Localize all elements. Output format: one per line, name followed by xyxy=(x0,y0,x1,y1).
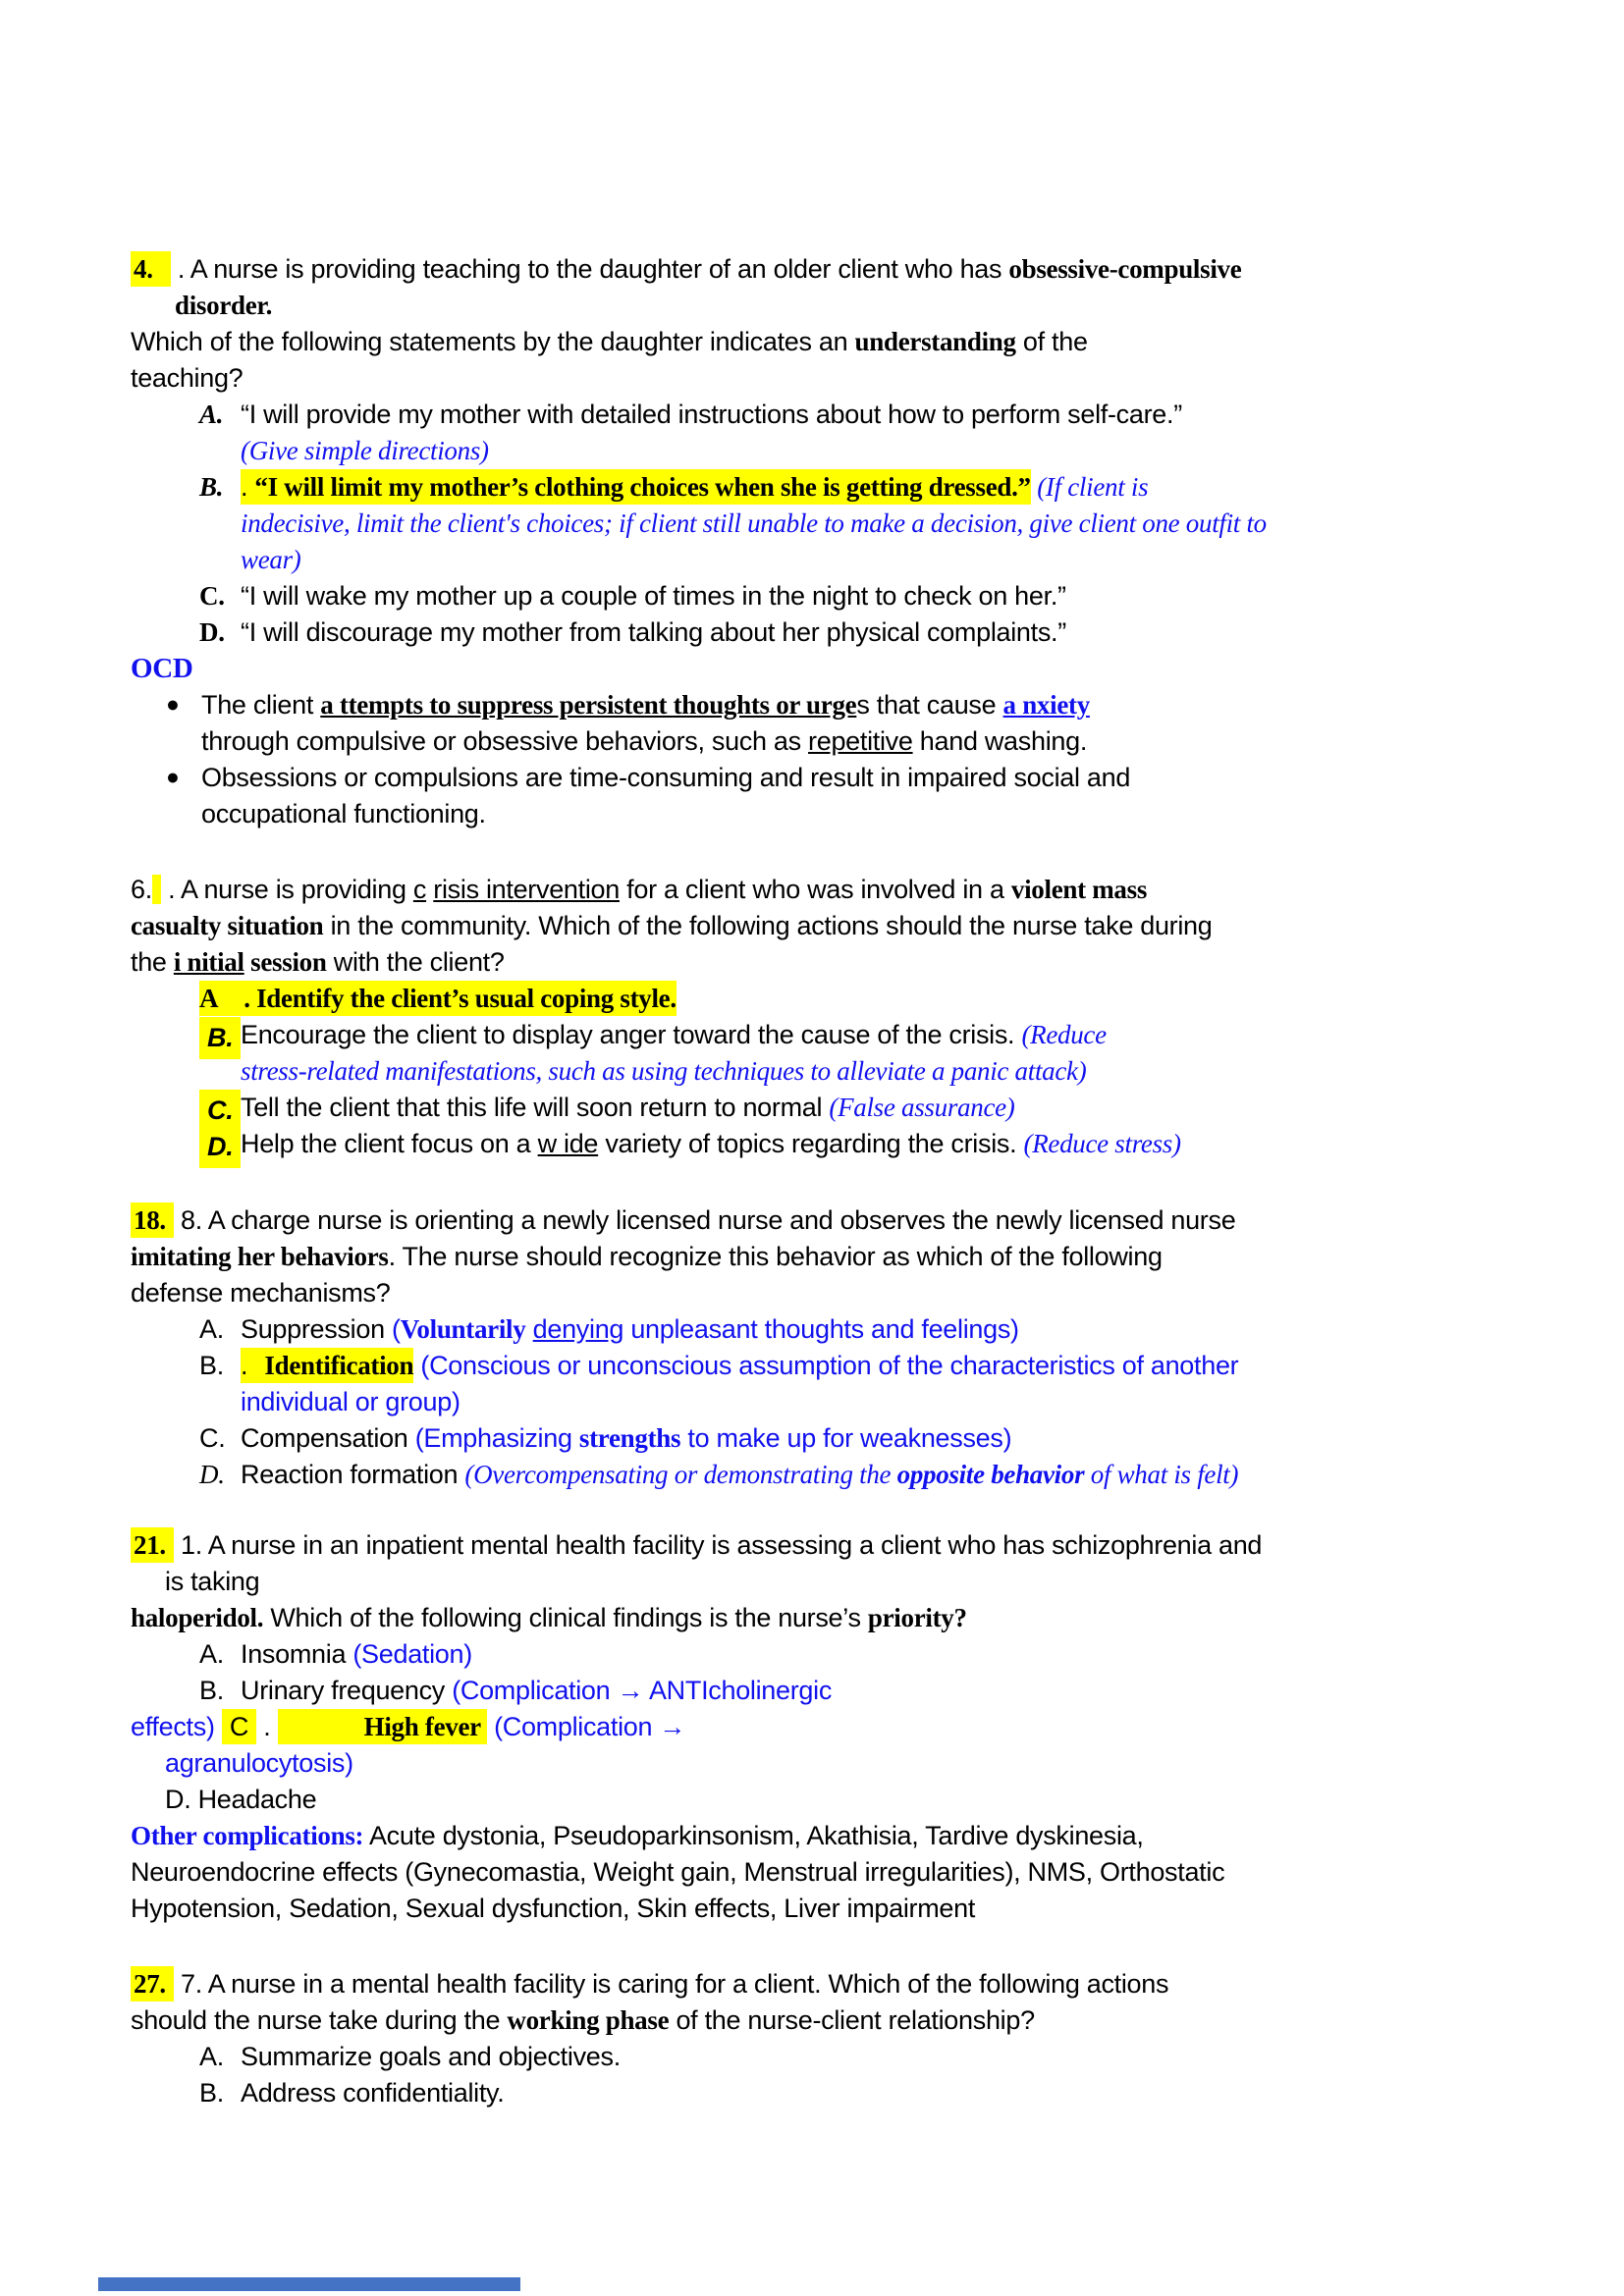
annotation-note: individual or group) xyxy=(241,1387,460,1416)
q6-stem-underline: c xyxy=(412,875,427,904)
q18-stem-text: defense mechanisms? xyxy=(131,1278,391,1308)
ocd-bullet-1-cont xyxy=(131,723,1505,760)
q4-option-b-note xyxy=(131,542,1505,578)
option-letter: D. xyxy=(199,617,225,647)
option-text: Compensation xyxy=(241,1423,415,1453)
annotation-note: wear) xyxy=(241,545,301,574)
annotation-bold: strengths xyxy=(578,1423,681,1453)
q21-option-c xyxy=(131,1709,1505,1745)
option-text: Summarize goals and objectives. xyxy=(241,2042,621,2071)
q6-option-b xyxy=(131,1017,1505,1053)
ocd-bullet-2-cont xyxy=(131,796,1505,832)
q6-option-d xyxy=(131,1126,1505,1162)
q6-stem-bold: casualty situation xyxy=(131,911,324,940)
option-text: . Identify the client’s usual coping style. xyxy=(244,984,677,1013)
q6-stem-bold: violent mass xyxy=(1010,875,1148,904)
q18-option-b-note xyxy=(131,1384,1505,1420)
bullet-text: s that cause xyxy=(856,690,1003,720)
q27-stem-text: 7. A nurse in a mental health facility is caring for a client. Which of the following actions xyxy=(173,1969,1169,1999)
q18-option-a xyxy=(131,1311,1505,1348)
q18-stem-line-2 xyxy=(131,1239,1505,1275)
annotation-note: (Reduce stress) xyxy=(1023,1129,1181,1158)
q6-stem-line-2 xyxy=(131,908,1505,944)
option-letter: C. xyxy=(199,581,225,611)
q18-stem-text: . The nurse should recognize this behavior as which of the following xyxy=(388,1242,1163,1271)
q21-other-complications-line-1 xyxy=(131,1818,1505,1854)
option-letter: C. xyxy=(199,1090,241,1132)
q27-stem-text: should the nurse take during the xyxy=(131,2005,508,2035)
option-letter: B. xyxy=(199,1351,224,1380)
annotation-text xyxy=(525,1314,532,1344)
option-text: D. Headache xyxy=(165,1785,317,1814)
annotation-note: agranulocytosis) xyxy=(165,1748,353,1778)
q21-stem-line-1 xyxy=(131,1527,1505,1564)
spacer-text xyxy=(215,1712,222,1741)
q4-option-b xyxy=(131,469,1505,506)
annotation-text: (Overcompensating or demonstrating the xyxy=(464,1460,897,1489)
bullet-text: Obsessions or compulsions are time-consuming and result in impaired social and xyxy=(201,763,1131,792)
q27-option-b xyxy=(131,2075,1505,2111)
option-text: variety of topics regarding the crisis. xyxy=(598,1129,1024,1158)
q4-stem-text: . A nurse is providing teaching to the daughter of an older client who has xyxy=(170,254,1009,284)
option-letter: B. xyxy=(199,1017,241,1059)
question-4 xyxy=(131,251,1505,651)
q21-option-d xyxy=(131,1782,1505,1818)
q27-stem-line-1 xyxy=(131,1966,1505,2002)
q4-stem-line-3 xyxy=(131,324,1505,360)
q4-option-c xyxy=(131,578,1505,614)
q4-option-a xyxy=(131,397,1505,433)
bullet-text: through compulsive or obsessive behaviors, such as xyxy=(201,726,809,756)
q18-option-b xyxy=(131,1348,1505,1384)
option-text: Urinary frequency xyxy=(241,1676,453,1705)
q4-stem-line-2 xyxy=(131,288,1505,324)
bullet-icon: ● xyxy=(166,691,180,717)
annotation-note xyxy=(464,1460,1238,1489)
option-letter: A. xyxy=(199,1314,224,1344)
q4-number-highlight: 4. xyxy=(131,251,171,287)
q6-option-a xyxy=(131,981,1505,1017)
answer-highlight xyxy=(199,981,677,1016)
document-content xyxy=(131,251,1505,2111)
annotation-underline: denying xyxy=(532,1314,624,1344)
other-complications-text: Hypotension, Sedation, Sexual dysfunction, Skin effects, Liver impairment xyxy=(131,1894,976,1923)
q6-number: 6. xyxy=(131,875,152,904)
q21-stem-line-3 xyxy=(131,1600,1505,1636)
annotation-note: effects) xyxy=(131,1712,215,1741)
q21-other-complications-line-2 xyxy=(131,1854,1505,1891)
answer-highlight xyxy=(241,469,1031,505)
option-letter: B. xyxy=(199,1676,224,1705)
q6-stem-text: in the community. Which of the following actions should the nurse take during xyxy=(323,911,1213,940)
annotation-note: (Complication → ANTIcholinergic xyxy=(452,1676,833,1705)
q6-stem-text: the xyxy=(131,947,174,977)
option-letter: B. xyxy=(199,472,224,502)
q21-option-c-note xyxy=(131,1745,1505,1782)
option-text: Tell the client that this life will soon return to normal xyxy=(241,1093,830,1122)
q6-stem-underline: risis intervention xyxy=(433,875,620,904)
q4-option-a-note xyxy=(131,433,1505,469)
q18-stem-bold: imitating her behaviors xyxy=(131,1242,389,1271)
q21-number-highlight: 21. xyxy=(131,1527,174,1563)
ocd-bullet-1 xyxy=(131,687,1505,723)
ocd-heading-line xyxy=(131,651,1505,687)
question-27 xyxy=(131,1966,1505,2111)
q6-option-b-note xyxy=(131,1053,1505,1090)
question-18 xyxy=(131,1202,1505,1493)
bullet-text-underline: repetitive xyxy=(808,726,913,756)
q21-option-a xyxy=(131,1636,1505,1673)
option-text: “I will provide my mother with detailed instructions about how to perform self-care.” xyxy=(241,400,1182,429)
option-letter: A. xyxy=(199,400,224,429)
q4-stem-text: teaching? xyxy=(131,363,244,393)
question-21 xyxy=(131,1527,1505,1927)
other-complications-text: Acute dystonia, Pseudoparkinsonism, Akathisia, Tardive dyskinesia, xyxy=(363,1821,1144,1850)
q4-option-d xyxy=(131,614,1505,651)
annotation-note: (Conscious or unconscious assumption of the characteristics of another xyxy=(413,1351,1239,1380)
other-complications-text: Neuroendocrine effects (Gynecomastia, Weight gain, Menstrual irregularities), NMS, Orthostatic xyxy=(131,1857,1225,1887)
annotation-note: (Sedation) xyxy=(352,1639,472,1669)
q21-option-b xyxy=(131,1673,1505,1709)
annotation-note: (Reduce xyxy=(1021,1020,1107,1049)
option-text: . xyxy=(241,1351,255,1380)
option-text: Encourage the client to display anger toward the cause of the crisis. xyxy=(241,1020,1022,1049)
option-text: Suppression xyxy=(241,1314,392,1344)
annotation-bold: opposite behavior xyxy=(896,1460,1085,1489)
q6-stem-text: . A nurse is providing xyxy=(160,875,413,904)
other-complications-label: Other complications: xyxy=(131,1821,364,1850)
annotation-bold: Voluntarily xyxy=(400,1314,526,1344)
option-letter: A. xyxy=(199,1639,224,1669)
option-text-underline: w ide xyxy=(537,1129,599,1158)
q27-stem-text: of the nurse-client relationship? xyxy=(669,2005,1035,2035)
q4-stem-bold: understanding xyxy=(854,327,1016,356)
option-text: Reaction formation xyxy=(241,1460,465,1489)
annotation-text: ( xyxy=(392,1314,401,1344)
answer-highlight: C xyxy=(222,1709,256,1744)
q18-option-c xyxy=(131,1420,1505,1457)
answer-highlight: High fever xyxy=(278,1709,487,1744)
option-letter: A. xyxy=(199,2042,224,2071)
q6-stem-text: for a client who was involved in a xyxy=(619,875,1011,904)
ocd-notes xyxy=(131,651,1505,832)
annotation-note: indecisive, limit the client's choices; if client still unable to make a decision, give client one outfit to xyxy=(241,508,1267,538)
bullet-text-bold-underline: a ttempts to suppress persistent thoughts or urge xyxy=(320,690,857,720)
annotation-note: (Give simple directions) xyxy=(241,436,489,465)
option-text: Identification xyxy=(264,1351,414,1380)
option-text: . xyxy=(256,1712,278,1741)
option-text: “I will discourage my mother from talking about her physical complaints.” xyxy=(241,617,1066,647)
q21-stem-line-2 xyxy=(131,1564,1505,1600)
annotation-note xyxy=(415,1423,1012,1453)
annotation-note xyxy=(392,1314,1019,1344)
q4-stem-bold: disorder. xyxy=(175,291,273,320)
option-text: Help the client focus on a xyxy=(241,1129,538,1158)
q6-stem-text: with the client? xyxy=(326,947,505,977)
option-letter: B. xyxy=(199,2078,224,2108)
annotation-text: to make up for weaknesses) xyxy=(680,1423,1012,1453)
q18-stem-line-1 xyxy=(131,1202,1505,1239)
q4-stem-text: of the xyxy=(1015,327,1088,356)
annotation-note: stress-related manifestations, such as using techniques to alleviate a panic attack) xyxy=(241,1056,1087,1086)
annotation-text: (Emphasizing xyxy=(414,1423,579,1453)
q6-stem-line-1 xyxy=(131,872,1505,908)
option-text: “I will limit my mother’s clothing choices when she is getting dressed.” xyxy=(254,472,1031,502)
bullet-text: hand washing. xyxy=(912,726,1088,756)
annotation-note: (If client is xyxy=(1030,472,1149,502)
q21-stem-text: Which of the following clinical findings is the nurse’s xyxy=(263,1603,868,1632)
ocd-heading: OCD xyxy=(131,653,193,684)
q27-number-highlight: 27. xyxy=(131,1966,174,2002)
q18-number-highlight: 18. xyxy=(131,1202,174,1238)
q6-stem-bold: session xyxy=(244,947,327,977)
q4-stem-line-4 xyxy=(131,360,1505,397)
option-text: . xyxy=(241,472,255,502)
option-letter: D. xyxy=(199,1126,241,1168)
option-text: Insomnia xyxy=(241,1639,353,1669)
q21-stem-text: 1. A nurse in an inpatient mental health facility is assessing a client who has schizophrenia and xyxy=(173,1530,1263,1560)
q21-stem-bold: haloperidol. xyxy=(131,1603,264,1632)
q4-option-b-note xyxy=(131,506,1505,542)
q18-option-d xyxy=(131,1457,1505,1493)
highlight-mark xyxy=(152,875,161,904)
bullet-icon: ● xyxy=(166,764,180,789)
annotation-note: (Complication → xyxy=(486,1712,686,1741)
option-letter: C. xyxy=(199,1423,226,1453)
q4-stem-bold: obsessive-compulsive xyxy=(1008,254,1242,284)
q6-option-c xyxy=(131,1090,1505,1126)
q21-stem-text: is taking xyxy=(165,1567,260,1596)
option-text: Address confidentiality. xyxy=(241,2078,505,2108)
q27-stem-bold: working phase xyxy=(507,2005,670,2035)
annotation-note: (False assurance) xyxy=(829,1093,1015,1122)
question-6 xyxy=(131,872,1505,1162)
option-letter: D. xyxy=(199,1460,225,1489)
q6-stem-line-3 xyxy=(131,944,1505,981)
q27-stem-line-2 xyxy=(131,2002,1505,2039)
footer-accent-bar xyxy=(98,2277,520,2291)
bullet-text-blue-underline: a nxiety xyxy=(1002,690,1090,720)
option-letter: A xyxy=(199,984,219,1013)
bullet-text: occupational functioning. xyxy=(201,799,486,828)
q18-stem-line-3 xyxy=(131,1275,1505,1311)
q4-stem-text: Which of the following statements by the daughter indicates an xyxy=(131,327,855,356)
option-text: “I will wake my mother up a couple of times in the night to check on her.” xyxy=(241,581,1066,611)
annotation-text: unpleasant thoughts and feelings) xyxy=(623,1314,1019,1344)
ocd-bullet-2 xyxy=(131,760,1505,796)
answer-highlight xyxy=(241,1348,413,1383)
q18-stem-text: 8. A charge nurse is orienting a newly licensed nurse and observes the newly licensed nurse xyxy=(173,1205,1236,1235)
q21-other-complications-line-3 xyxy=(131,1891,1505,1927)
q4-stem-line-1 xyxy=(131,251,1505,288)
bullet-text: The client xyxy=(201,690,321,720)
annotation-text: of what is felt) xyxy=(1084,1460,1239,1489)
q27-option-a xyxy=(131,2039,1505,2075)
q6-stem-bold-underline: i nitial xyxy=(173,947,244,977)
q21-stem-bold: priority? xyxy=(867,1603,967,1632)
